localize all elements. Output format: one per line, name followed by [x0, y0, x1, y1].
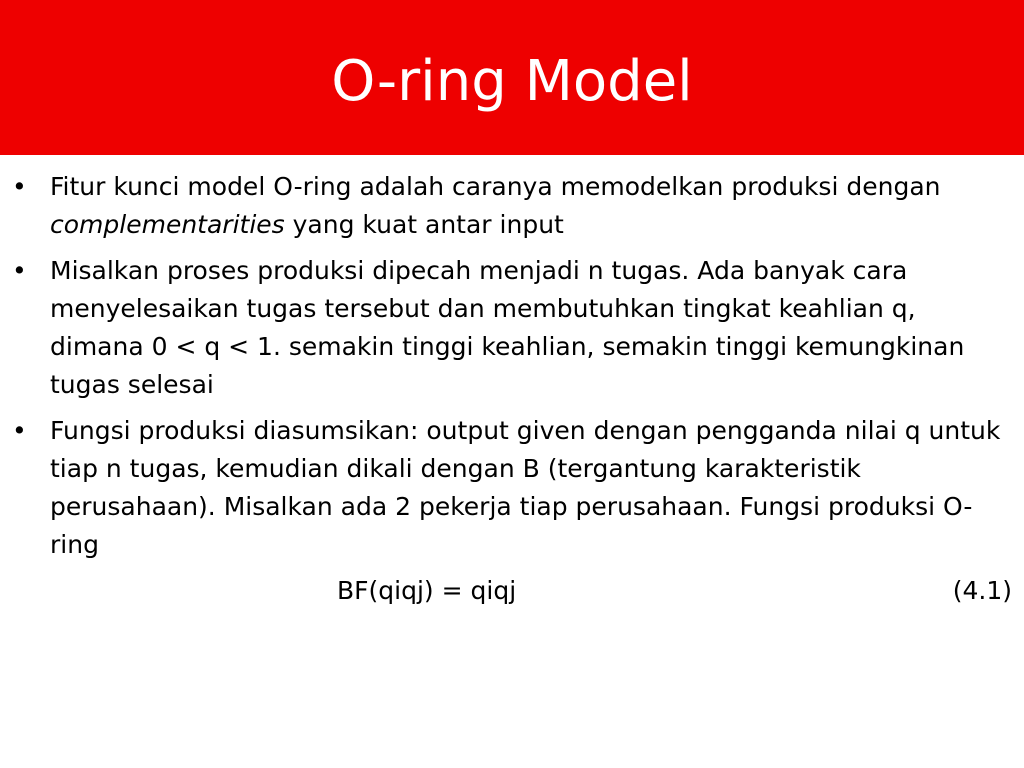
- slide-title: O-ring Model: [331, 49, 693, 114]
- bullet-text-part: Fitur kunci model O-ring adalah caranya memodelkan produksi dengan: [50, 172, 941, 201]
- slide-content: [0, 168, 1024, 610]
- bullet-marker: •: [12, 416, 27, 445]
- bullet-text: Fungsi produksi diasumsikan: output given dengan pengganda nilai q untuk tiap n tugas, kemudian dikali dengan B (tergantung karakteristik perusahaan). Misalkan ada 2 pekerja tiap perusahaan. Fungsi produksi O-ring: [50, 416, 1001, 559]
- formula: BF(qiqj) = qiqj: [337, 576, 517, 605]
- bullet-item: [0, 168, 1024, 244]
- bullet-item: [0, 252, 1024, 404]
- bullet-text-part: yang kuat antar input: [284, 210, 564, 239]
- formula-row: [0, 572, 1024, 610]
- bullet-marker: •: [12, 256, 27, 285]
- bullet-item: [0, 412, 1024, 564]
- title-bar: [0, 0, 1024, 155]
- bullet-marker: •: [12, 172, 27, 201]
- equation-number: (4.1): [952, 576, 1012, 605]
- bullet-text: Misalkan proses produksi dipecah menjadi n tugas. Ada banyak cara menyelesaikan tugas tersebut dan membutuhkan tingkat keahlian q, dimana 0 < q < 1. semakin tinggi keahlian, semakin tinggi kemungkinan tugas selesai: [50, 256, 965, 399]
- bullet-text-emphasis: complementarities: [50, 210, 285, 239]
- bullet-text: [50, 168, 1004, 244]
